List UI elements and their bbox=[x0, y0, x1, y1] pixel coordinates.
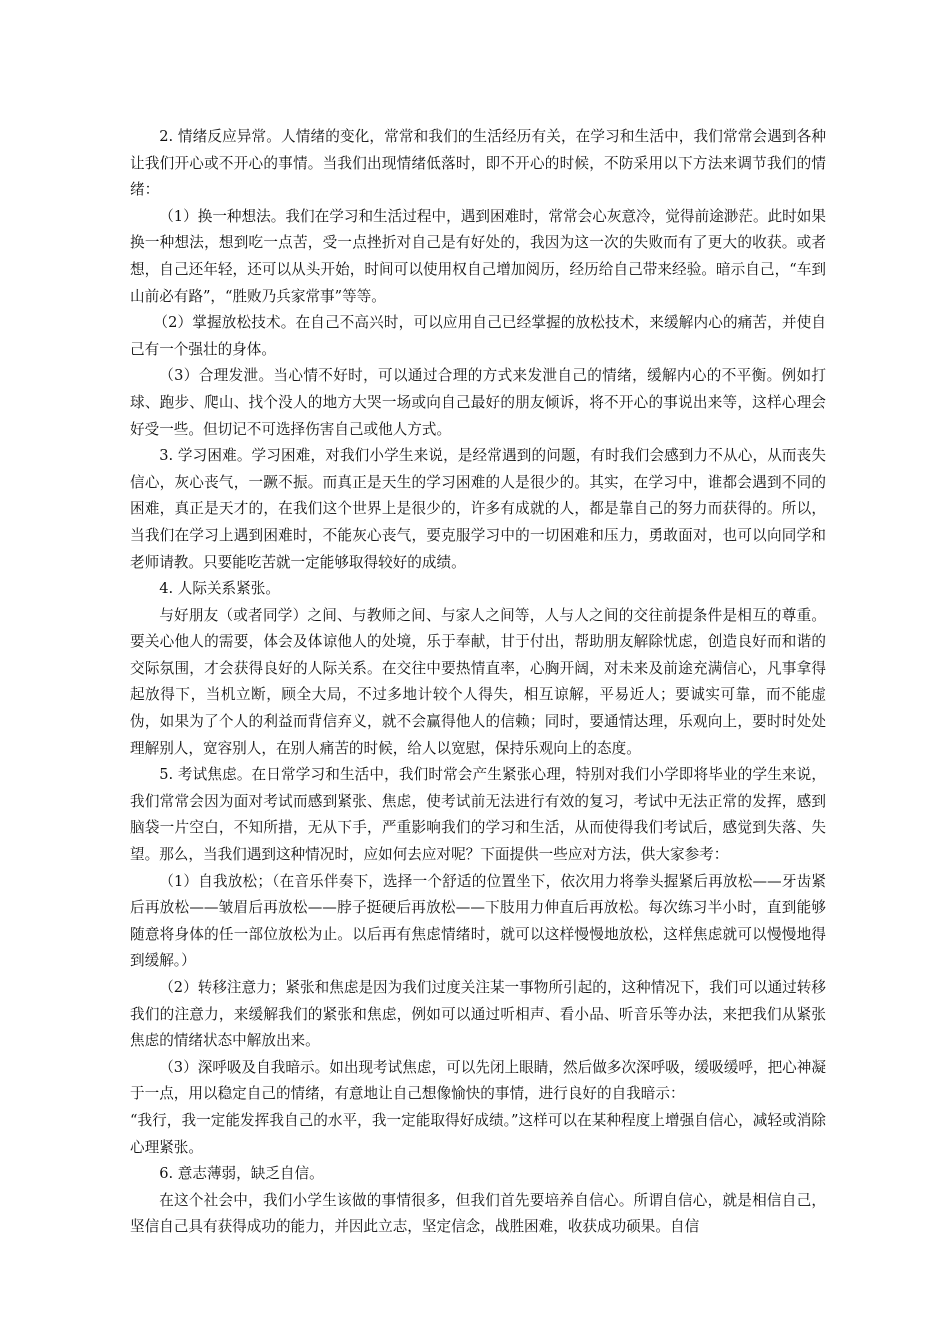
paragraph-relationships: 与好朋友（或者同学）之间、与教师之间、与家人之间等，人与人之间的交往前提条件是相互的尊重。要关心他人的需要，体会及体谅他人的处境，乐于奉献，甘于付出，帮助朋友解除忧虑，创造良好而和谐的交际氛围，才会获得良好的人际关系。在交往中要热情直率，心胸开阔，对未来及前途充满信心，凡事拿得起放得下，当机立断，顾全大局，不过多地计较个人得失，相互谅解，平易近人；要诚实可靠，而不能虚伪，如果为了个人的利益而背信弃义，就不会赢得他人的信赖；同时，要通情达理，乐观向上，要时时处处理解别人，宽容别人，在别人痛苦的时候，给人以宽慰，保持乐观向上的态度。 bbox=[130, 606, 826, 757]
paragraph-self-suggestion-quote: “我行，我一定能发挥我自己的水平，我一定能取得好成绩。”这样可以在某种程度上增强自信心，减轻或消除心理紧张。 bbox=[130, 1111, 826, 1156]
paragraph-heading-relationships: 4. 人际关系紧张。 bbox=[159, 580, 280, 598]
paragraph-heading-weak-will: 6. 意志薄弱，缺乏自信。 bbox=[159, 1165, 324, 1183]
paragraph-reasonable-venting: （3）合理发泄。当心情不好时，可以通过合理的方式来发泄自己的情绪，缓解内心的不平衡。例如打球、跑步、爬山、找个没人的地方大哭一场或向自己最好的朋友倾诉，将不开心的事说出来等，这样心理会好受一些。但切记不可选择伤害自己或他人方式。 bbox=[130, 367, 826, 438]
paragraph-shift-attention: （2）转移注意力；紧张和焦虑是因为我们过度关注某一事物所引起的，这种情况下，我们可以通过转移我们的注意力，来缓解我们的紧张和焦虑，例如可以通过听相声、看小品、听音乐等办法，来把我们从紧张焦虑的情绪状态中解放出来。 bbox=[130, 979, 826, 1050]
paragraph-emotion-abnormal: 2. 情绪反应异常。人情绪的变化，常常和我们的生活经历有关，在学习和生活中，我们常常会遇到各种让我们开心或不开心的事情。当我们出现情绪低落时，即不开心的时候，不防采用以下方法来调节我们的情绪： bbox=[130, 128, 826, 199]
paragraph-deep-breathing: （3）深呼吸及自我暗示。如出现考试焦虑，可以先闭上眼睛，然后做多次深呼吸，缓吸缓呼，把心神凝于一点，用以稳定自己的情绪，有意地让自己想像愉快的事情，进行良好的自我暗示： bbox=[130, 1058, 826, 1103]
paragraph-learning-difficulty: 3. 学习困难。学习困难，对我们小学生来说，是经常遇到的问题，有时我们会感到力不从心，从而丧失信心，灰心丧气，一蹶不振。而真正是天生的学习困难的人是很少的。其实，在学习中，谁都会遇到不同的困难，真正是天才的，在我们这个世界上是很少的，许多有成就的人，都是靠自己的努力而获得的。所以，当我们在学习上遇到困难时，不能灰心丧气，要克服学习中的一切困难和压力，勇敢面对，也可以向同学和老师请教。只要能吃苦就一定能够取得较好的成绩。 bbox=[130, 447, 826, 571]
document-page bbox=[130, 124, 826, 1241]
paragraph-relaxation-technique: （2）掌握放松技术。在自己不高兴时，可以应用自己已经掌握的放松技术，来缓解内心的痛苦，并使自己有一个强壮的身体。 bbox=[130, 314, 826, 358]
paragraph-self-relaxation: （1）自我放松；（在音乐伴奏下，选择一个舒适的位置坐下，依次用力将拳头握紧后再放松——牙齿紧后再放松——皱眉后再放松——脖子挺硬后再放松——下肢用力伸直后再放松。每次练习半小时，直到能够随意将身体的任一部位放松为止。以后再有焦虑情绪时，就可以这样慢慢地放松，这样焦虑就可以慢慢地得到缓解。） bbox=[130, 872, 826, 970]
paragraph-change-thinking: （1）换一种想法。我们在学习和生活过程中，遇到困难时，常常会心灰意冷，觉得前途渺茫。此时如果换一种想法，想到吃一点苦，受一点挫折对自己是有好处的，我因为这一次的失败而有了更大的收获。或者想，自己还年轻，还可以从头开始，时间可以使用权自己增加阅历，经历给自己带来经验。暗示自己，“车到山前必有路”，“胜败乃兵家常事”等等。 bbox=[130, 207, 826, 305]
paragraph-exam-anxiety: 5. 考试焦虑。在日常学习和生活中，我们时常会产生紧张心理，特别对我们小学即将毕业的学生来说，我们常常会因为面对考试而感到紧张、焦虑，使考试前无法进行有效的复习，考试中无法正常的发挥，感到脑袋一片空白，不知所措，无从下手，严重影响我们的学习和生活，从而使得我们考试后，感觉到失落、失望。那么，当我们遇到这种情况时，应如何去应对呢？下面提供一些应对方法，供大家参考： bbox=[130, 766, 826, 864]
paragraph-self-confidence: 在这个社会中，我们小学生该做的事情很多，但我们首先要培养自信心。所谓自信心，就是相信自己，坚信自己具有获得成功的能力，并因此立志，坚定信念，战胜困难，收获成功硕果。自信 bbox=[130, 1191, 826, 1236]
